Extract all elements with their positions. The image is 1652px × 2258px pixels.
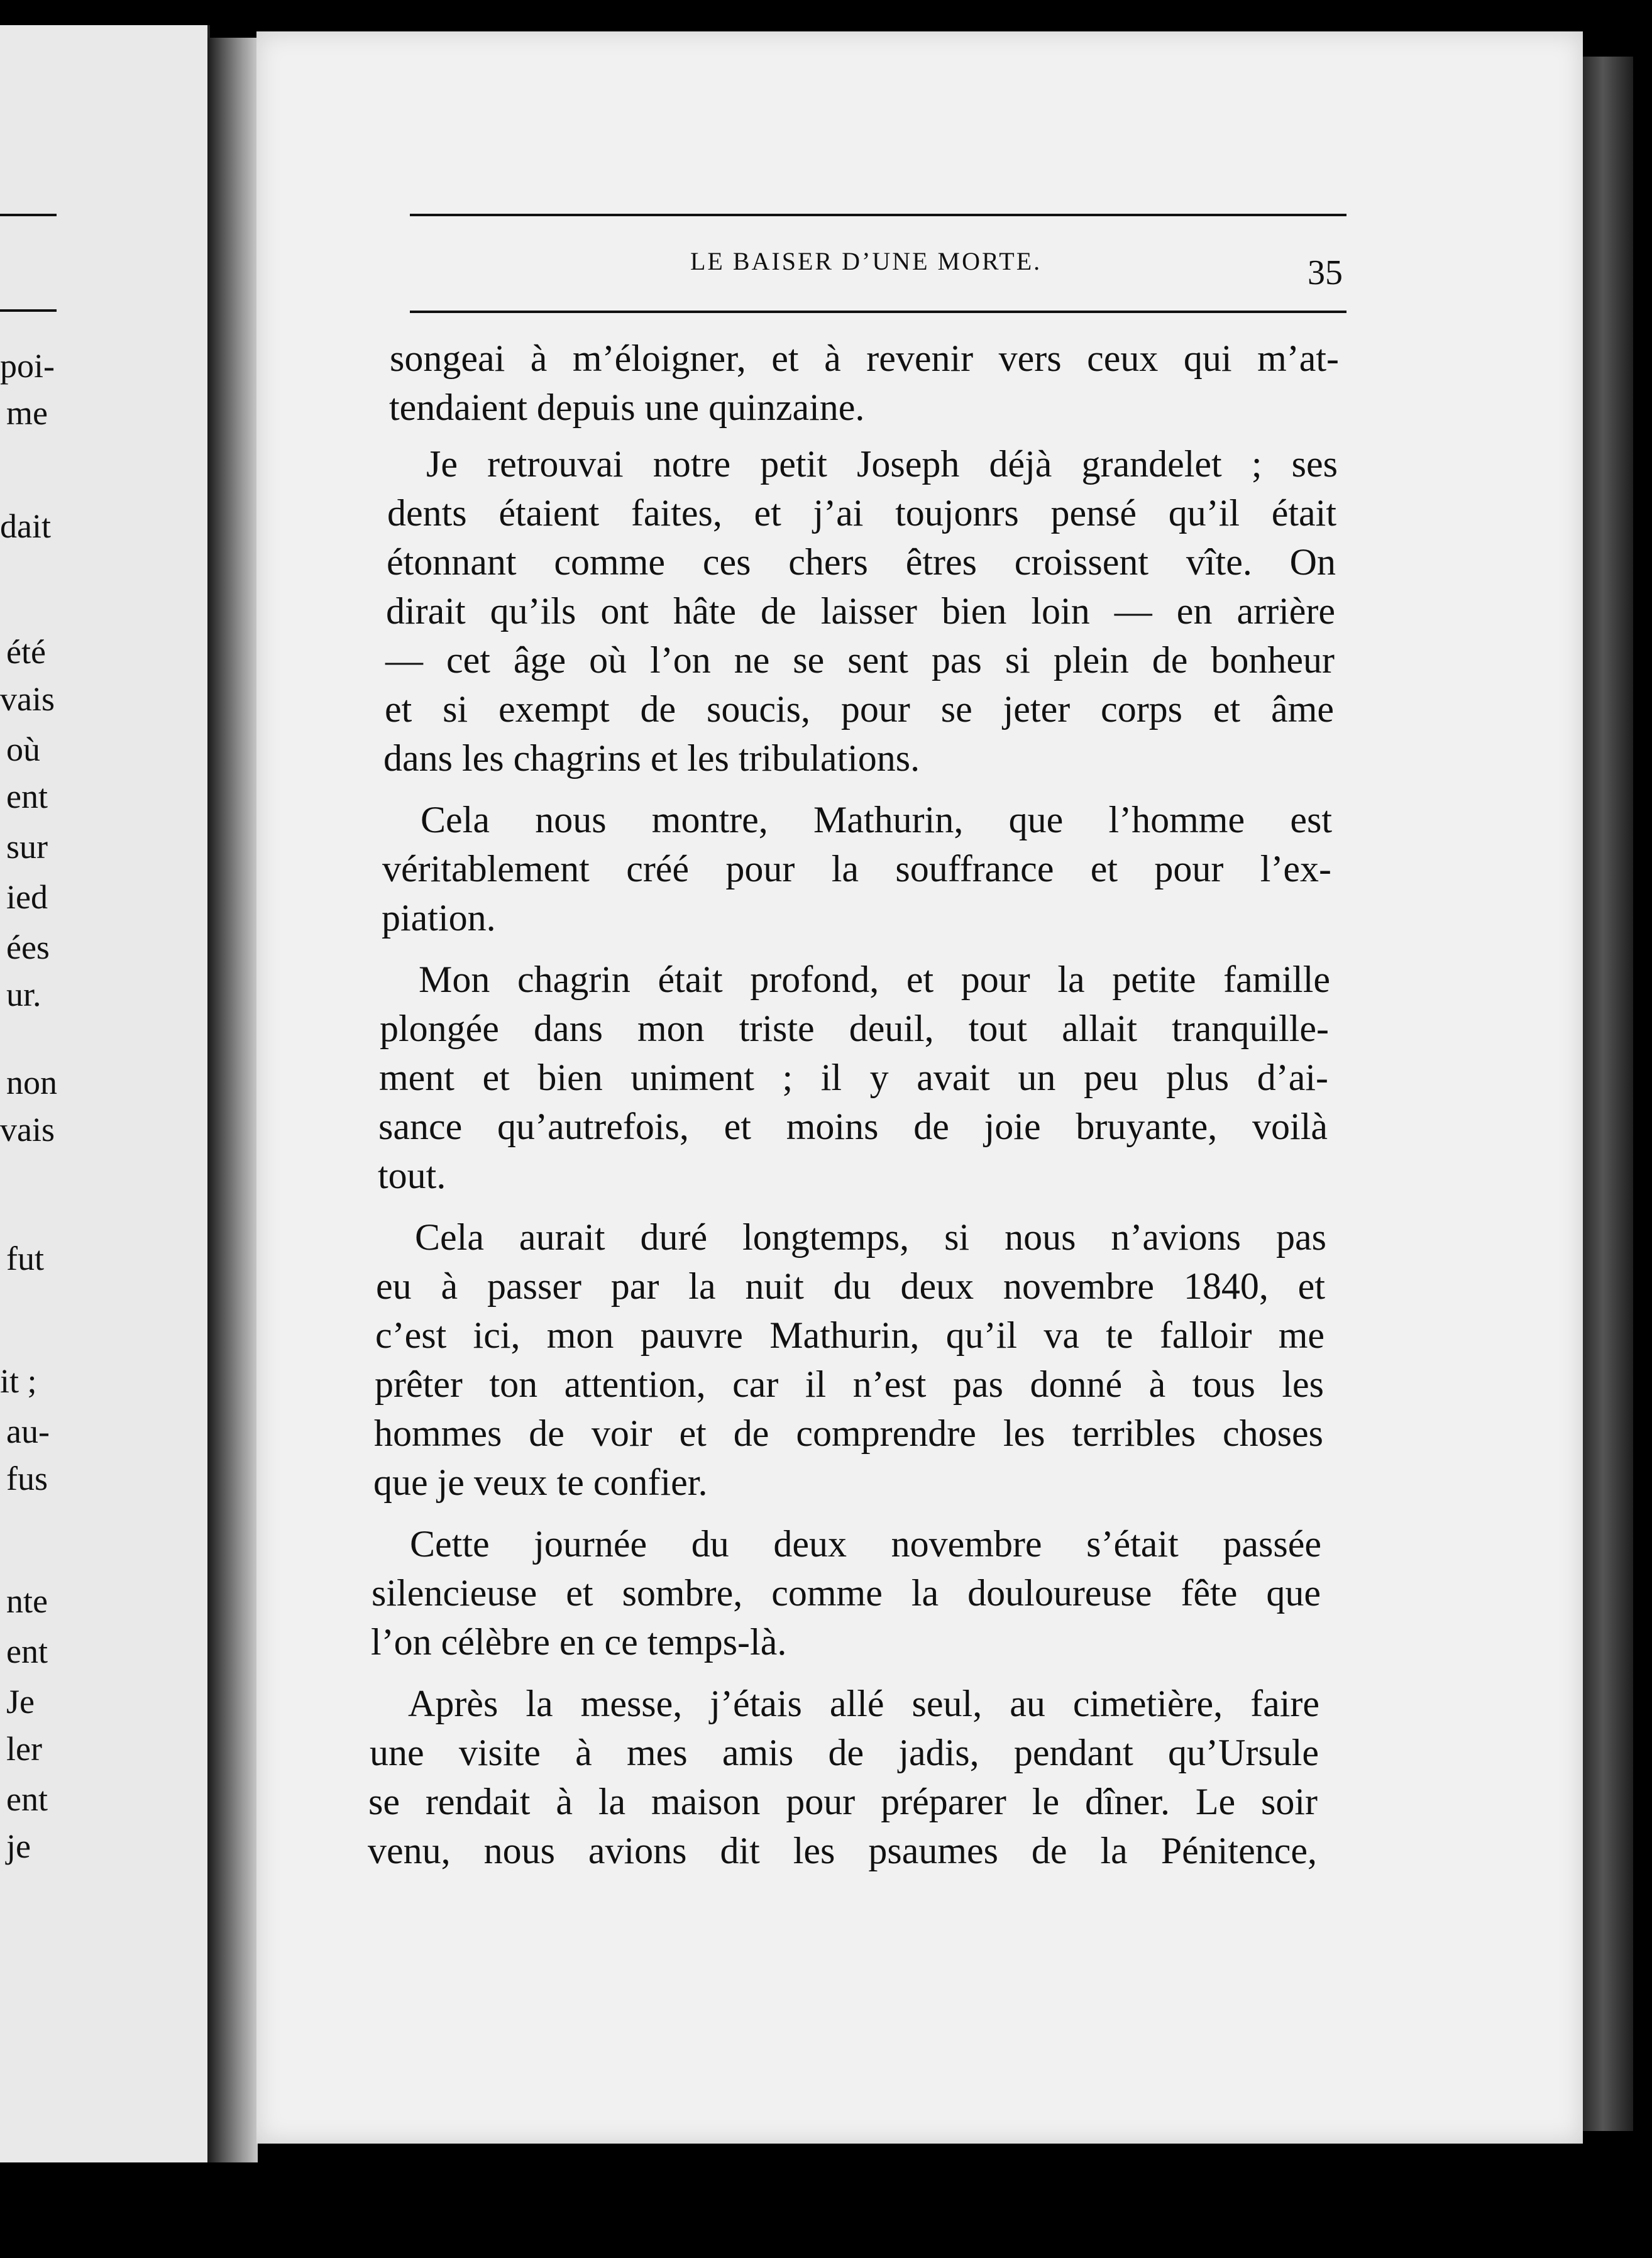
left-rule-top [0, 214, 57, 216]
body-line: l’on célèbre en ce temps-là. [371, 1621, 787, 1663]
body-line: prêter ton attention, car il n’est pas donné à tous les [375, 1363, 1324, 1405]
body-text [368, 338, 1345, 1974]
page-number: 35 [1308, 253, 1343, 292]
body-line: plongée dans mon triste deuil, tout allait tranquille- [380, 1008, 1329, 1049]
body-line: tout. [378, 1155, 446, 1196]
left-page-line: ent [6, 778, 48, 815]
left-page-line: fut [6, 1240, 44, 1277]
left-page-line: été [6, 633, 46, 671]
body-line: Cela aurait duré longtemps, si nous n’avions pas [415, 1216, 1326, 1258]
left-page-line: je [6, 1827, 31, 1865]
body-line: songeai à m’éloigner, et à revenir vers ceux qui m’at- [390, 338, 1339, 379]
body-line: — cet âge où l’on ne se sent pas si plein de bonheur [385, 639, 1335, 681]
body-line: hommes de voir et de comprendre les terribles choses [374, 1413, 1323, 1454]
body-line: venu, nous avions dit les psaumes de la Pénitence, [368, 1830, 1317, 1871]
left-page-line: it ; [0, 1362, 37, 1400]
left-page-line: poi- [0, 347, 55, 385]
left-page-line: sur [6, 828, 48, 866]
body-line: Cette journée du deux novembre s’était passée [410, 1523, 1321, 1565]
header-rule-top [410, 214, 1346, 216]
body-line: étonnant comme ces chers êtres croissent vîte. On [387, 541, 1336, 583]
body-line: véritablement créé pour la souffrance et pour l’ex- [382, 848, 1331, 889]
body-line: dents étaient faites, et j’ai toujonrs pensé qu’il était [387, 492, 1336, 534]
body-line: et si exempt de soucis, pour se jeter corps et âme [385, 688, 1334, 730]
left-page-line: ent [6, 1780, 48, 1818]
left-page-line: me [6, 394, 48, 432]
body-line: que je veux te confier. [373, 1462, 708, 1503]
body-line: tendaient depuis une quinzaine. [389, 387, 865, 428]
body-line: Après la messe, j’étais allé seul, au cimetière, faire [408, 1683, 1319, 1724]
body-line: eu à passer par la nuit du deux novembre 1840, et [376, 1265, 1325, 1307]
running-head: LE BAISER D’UNE MORTE. [690, 247, 1042, 275]
body-line: dans les chagrins et les tribulations. [383, 737, 920, 779]
left-page-line: Je [6, 1683, 35, 1721]
left-page [0, 25, 210, 2162]
body-line: Cela nous montre, Mathurin, que l’homme est [421, 799, 1332, 840]
left-page-line: ées [6, 928, 50, 966]
body-line: sance qu’autrefois, et moins de joie bruyante, voilà [378, 1106, 1328, 1147]
header-rule-bottom [410, 311, 1346, 313]
page-edge [1583, 57, 1633, 2131]
body-line: c’est ici, mon pauvre Mathurin, qu’il va te falloir me [375, 1314, 1324, 1356]
body-line: silencieuse et sombre, comme la douloureuse fête que [372, 1572, 1321, 1614]
left-page-line: vais [0, 680, 55, 718]
left-page-line: nte [6, 1582, 48, 1620]
body-line: Je retrouvai notre petit Joseph déjà grandelet ; ses [426, 443, 1338, 485]
body-line: piation. [382, 897, 496, 939]
left-page-line: ent [6, 1633, 48, 1670]
left-page-line: au- [6, 1413, 50, 1450]
book-gutter [207, 38, 258, 2162]
body-line: ment et bien uniment ; il y avait un peu plus d’ai- [379, 1057, 1328, 1098]
left-page-line: dait [0, 507, 51, 545]
body-line: se rendait à la maison pour préparer le dîner. Le soir [368, 1781, 1318, 1822]
body-line: Mon chagrin était profond, et pour la petite famille [419, 959, 1330, 1000]
body-line: une visite à mes amis de jadis, pendant qu’Ursule [370, 1732, 1319, 1773]
left-page-line: ur. [6, 976, 41, 1013]
left-page-line: vais [0, 1111, 55, 1148]
left-rule-bottom [0, 309, 57, 312]
left-page-line: ler [6, 1730, 42, 1768]
left-page-line: non [6, 1064, 57, 1101]
left-page-line: ied [6, 878, 48, 916]
left-page-line: où [6, 730, 40, 768]
body-line: dirait qu’ils ont hâte de laisser bien loin — en arrière [386, 590, 1335, 632]
left-page-line: fus [6, 1460, 48, 1497]
